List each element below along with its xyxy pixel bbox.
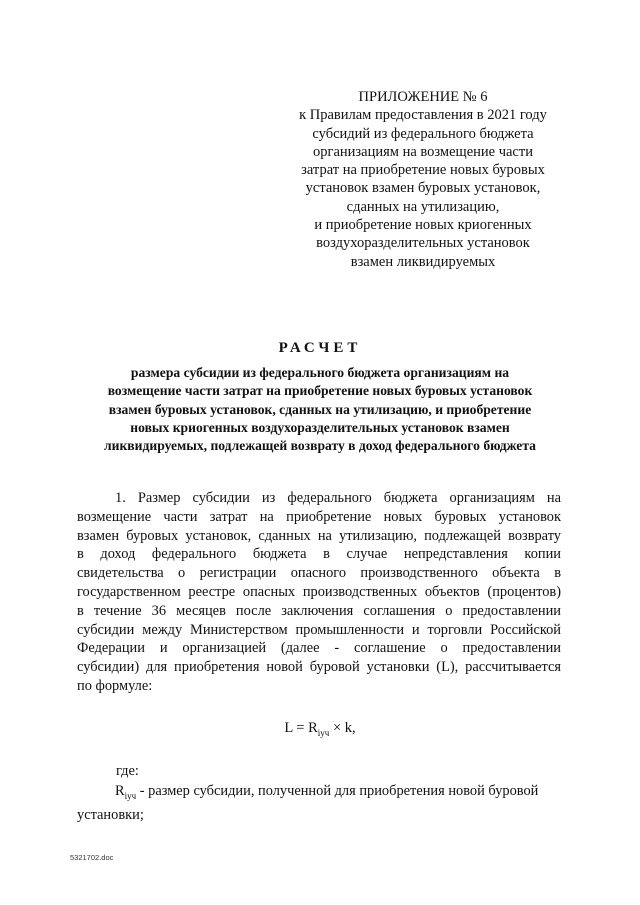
paragraph-line: взамен буровых установок, сданных на утилизацию, подлежащей возврату bbox=[77, 527, 561, 544]
appendix-line: и приобретение новых криогенных bbox=[314, 217, 532, 234]
appendix-line: ПРИЛОЖЕНИЕ № 6 bbox=[358, 89, 488, 105]
appendix-header bbox=[290, 88, 556, 271]
definition-continuation: установки; bbox=[77, 806, 144, 823]
appendix-line: сданных на утилизацию, bbox=[346, 198, 500, 215]
appendix-line: субсидий из федерального бюджета bbox=[312, 125, 534, 142]
definition-subscript: iуч bbox=[124, 790, 137, 801]
where-label: где: bbox=[116, 763, 139, 779]
subtitle-line: новых криогенных воздухоразделительных установок взамен bbox=[130, 419, 510, 435]
paragraph-1 bbox=[77, 489, 561, 696]
paragraph-line: в доход федерального бюджета в случае непредставления копии bbox=[77, 546, 561, 563]
subtitle-line: взамен буровых установок, сданных на утилизацию, и приобретение bbox=[108, 401, 532, 417]
formula-rhs: × k, bbox=[329, 720, 356, 736]
paragraph-line: в течение 36 месяцев после заключения соглашения о предоставлении bbox=[77, 602, 561, 619]
paragraph-line: 1. Размер субсидии из федерального бюджета организациям на bbox=[115, 490, 561, 506]
appendix-line: взамен ликвидируемых bbox=[350, 253, 496, 270]
file-name-footer: 5321702.doc bbox=[70, 853, 114, 862]
formula bbox=[0, 720, 640, 738]
appendix-line: затрат на приобретение новых буровых bbox=[301, 162, 545, 179]
appendix-line: к Правилам предоставления в 2021 году bbox=[299, 107, 547, 124]
paragraph-line: возмещение части затрат на приобретение новых буровых установок bbox=[77, 508, 561, 525]
appendix-line: установок взамен буровых установок, bbox=[305, 180, 541, 197]
definition-r bbox=[77, 782, 561, 824]
subtitle-line: ликвидируемых, подлежащей возврату в доход федерального бюджета bbox=[104, 438, 536, 454]
appendix-line: воздухоразделительных установок bbox=[316, 235, 530, 252]
appendix-line: организациям на возмещение части bbox=[313, 143, 533, 160]
paragraph-line: субсидии) для приобретения новой буровой установки (L), рассчитывается bbox=[77, 659, 561, 676]
paragraph-line: государственном реестре опасных производственных объектов (процентов) bbox=[77, 583, 561, 600]
subtitle-line: возмещение части затрат на приобретение новых буровых установок bbox=[107, 383, 533, 399]
paragraph-line: Федерации и организацией (далее - соглашение о предоставлении bbox=[77, 640, 561, 657]
paragraph-line: по формуле: bbox=[77, 677, 153, 694]
definition-text: - размер субсидии, полученной для приобретения новой буровой bbox=[136, 783, 539, 799]
document-subtitle bbox=[70, 364, 570, 455]
paragraph-line: субсидии между Министерством промышленности и торговли Российской bbox=[77, 621, 561, 638]
formula-subscript: iуч bbox=[317, 727, 330, 738]
formula-lhs: L = R bbox=[284, 720, 318, 736]
paragraph-line: свидетельства о регистрации опасного производственного объекта в bbox=[77, 565, 561, 582]
definition-symbol: R bbox=[115, 783, 125, 799]
document-title: РАСЧЕТ bbox=[278, 340, 362, 356]
subtitle-line: размера субсидии из федерального бюджета организациям на bbox=[130, 365, 510, 380]
